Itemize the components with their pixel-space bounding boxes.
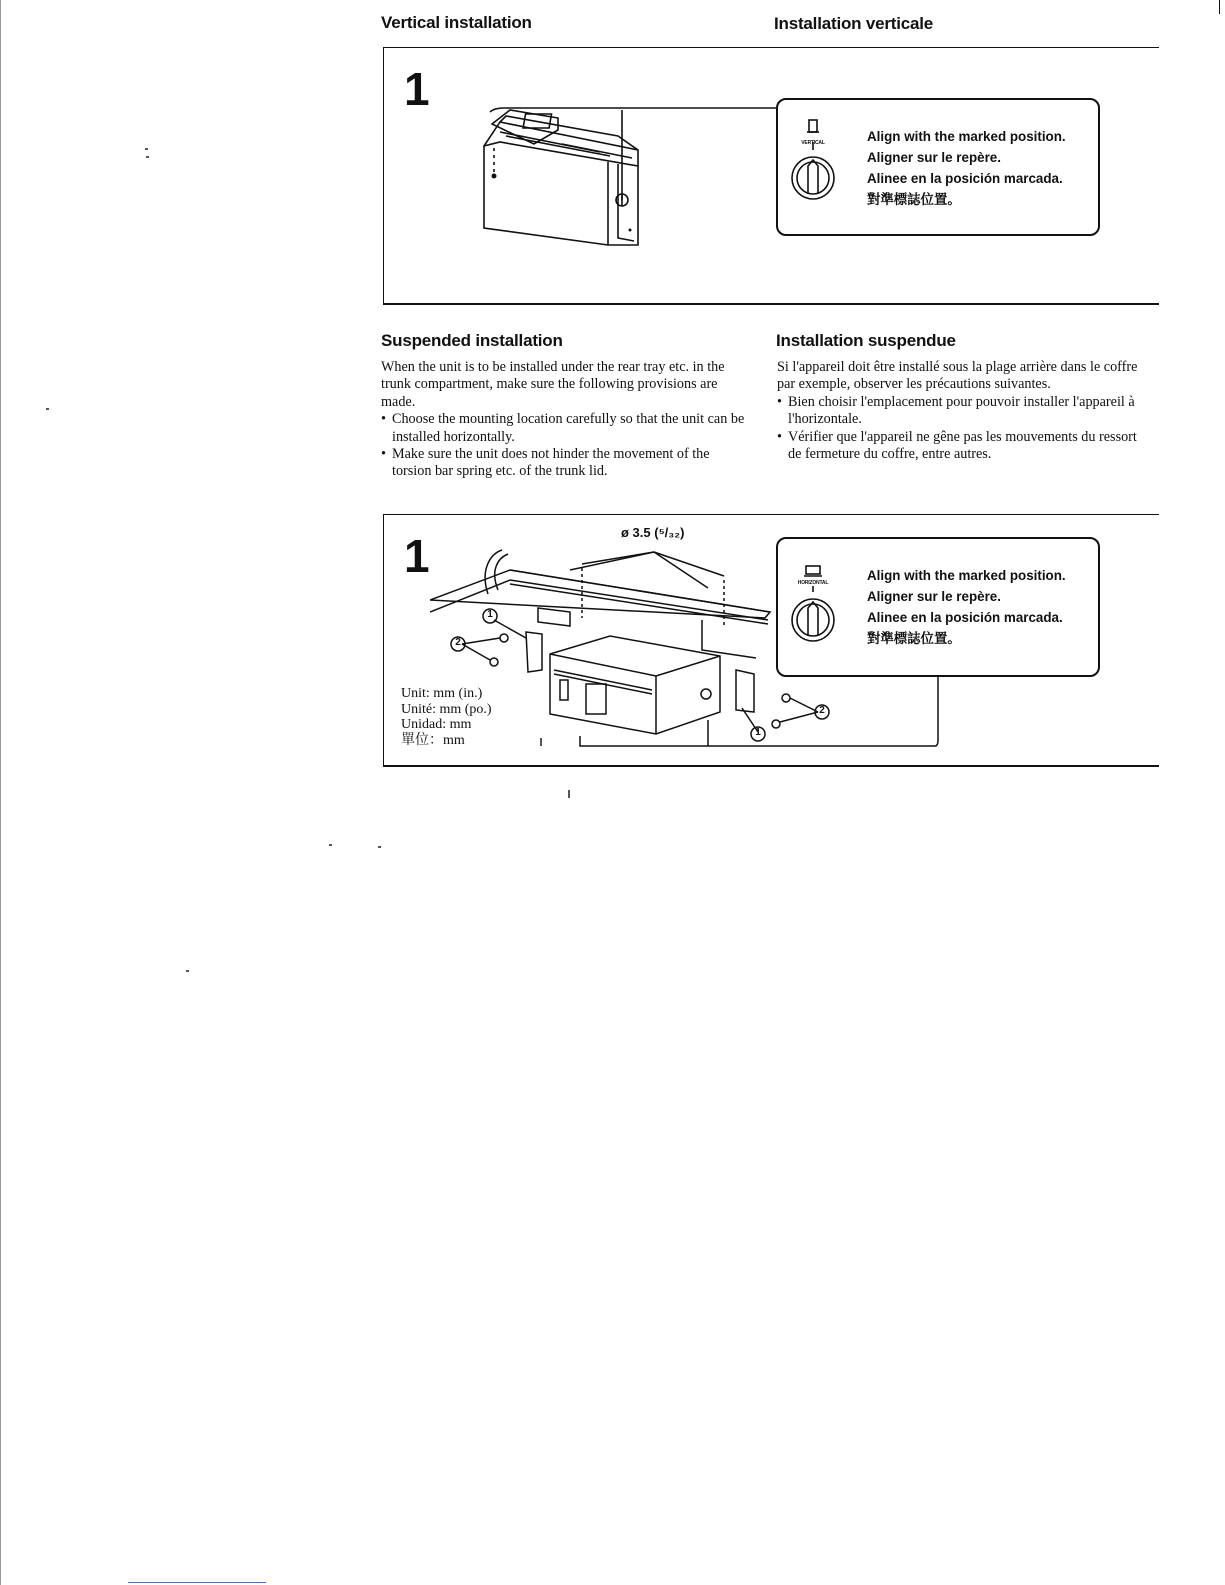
hole-dimension: ø 3.5 (⁵/₃₂): [621, 525, 685, 540]
scan-speck: [46, 408, 49, 410]
vertical-callout-text: [867, 126, 1066, 210]
vertical-dial: [788, 116, 838, 209]
scan-speck: [146, 156, 149, 158]
suspended-heading-fr: Installation suspendue: [776, 331, 956, 350]
dial-icon: [788, 116, 838, 204]
suspended-callout-text: [867, 565, 1066, 649]
part-number-2: 2: [819, 705, 825, 716]
callout-line-fr: Aligner sur le repère.: [867, 589, 1001, 604]
units-es: Unidad: mm: [401, 717, 472, 732]
vertical-step-number: 1: [404, 63, 430, 115]
dial-icon: [788, 556, 838, 644]
vertical-unit-illustration: [470, 100, 790, 290]
callout-line-es: Alinee en la posición marcada.: [867, 610, 1063, 625]
units-block: [401, 686, 492, 748]
scan-edge: [128, 1582, 266, 1583]
callout-line-es: Alinee en la posición marcada.: [867, 171, 1063, 186]
units-en: Unit: mm (in.): [401, 686, 483, 701]
suspended-dial-label: HORIZONTAL: [797, 580, 829, 586]
vertical-heading-en: Vertical installation: [381, 13, 532, 32]
suspended-step-number: 1: [404, 530, 430, 582]
vertical-heading-fr: Installation verticale: [774, 14, 934, 33]
part-number-1: 1: [755, 727, 761, 738]
scan-speck: [329, 844, 332, 846]
units-fr: Unité: mm (po.): [401, 701, 492, 717]
units-zh: 單位：mm: [401, 732, 465, 748]
suspended-text-fr: [777, 359, 1145, 463]
scan-edge: [0, 0, 1, 1585]
scan-edge: [1219, 0, 1220, 14]
callout-line-en: Align with the marked position.: [867, 129, 1066, 144]
intro-en: When the unit is to be installed under the rear tray etc. in the trunk compartment, make sure the following provisions are made.: [381, 359, 725, 410]
suspended-dial: [788, 556, 838, 649]
intro-fr: Si l'appareil doit être installé sous la plage arrière dans le coffre par exemple, observer les précautions suivantes.: [777, 359, 1138, 393]
scan-speck: [145, 148, 148, 150]
callout-line-fr: Aligner sur le repère.: [867, 150, 1001, 165]
part-number-1: 1: [487, 609, 493, 620]
vertical-dial-label: VERTICAL: [801, 140, 825, 146]
bullet-en: • Make sure the unit does not hinder the movement of the torsion bar spring etc. of the trunk lid.: [381, 446, 749, 481]
scan-speck: [186, 970, 189, 972]
bullet-fr: • Bien choisir l'emplacement pour pouvoir installer l'appareil à l'horizontale.: [777, 394, 1145, 429]
suspended-text-en: [381, 359, 749, 481]
suspended-heading-en: Suspended installation: [381, 331, 563, 350]
callout-line-zh: 對準標誌位置。: [867, 631, 961, 646]
part-number-2: 2: [455, 637, 461, 648]
callout-line-en: Align with the marked position.: [867, 568, 1066, 583]
scan-speck: [568, 790, 570, 798]
bullet-fr: • Vérifier que l'appareil ne gêne pas les mouvements du ressort de fermeture du coffre, entre autres.: [777, 429, 1145, 464]
scan-speck: [540, 738, 542, 746]
callout-line-zh: 對準標誌位置。: [867, 192, 961, 207]
scan-speck: [378, 846, 381, 848]
bullet-en: • Choose the mounting location carefully so that the unit can be installed horizontally.: [381, 411, 749, 446]
